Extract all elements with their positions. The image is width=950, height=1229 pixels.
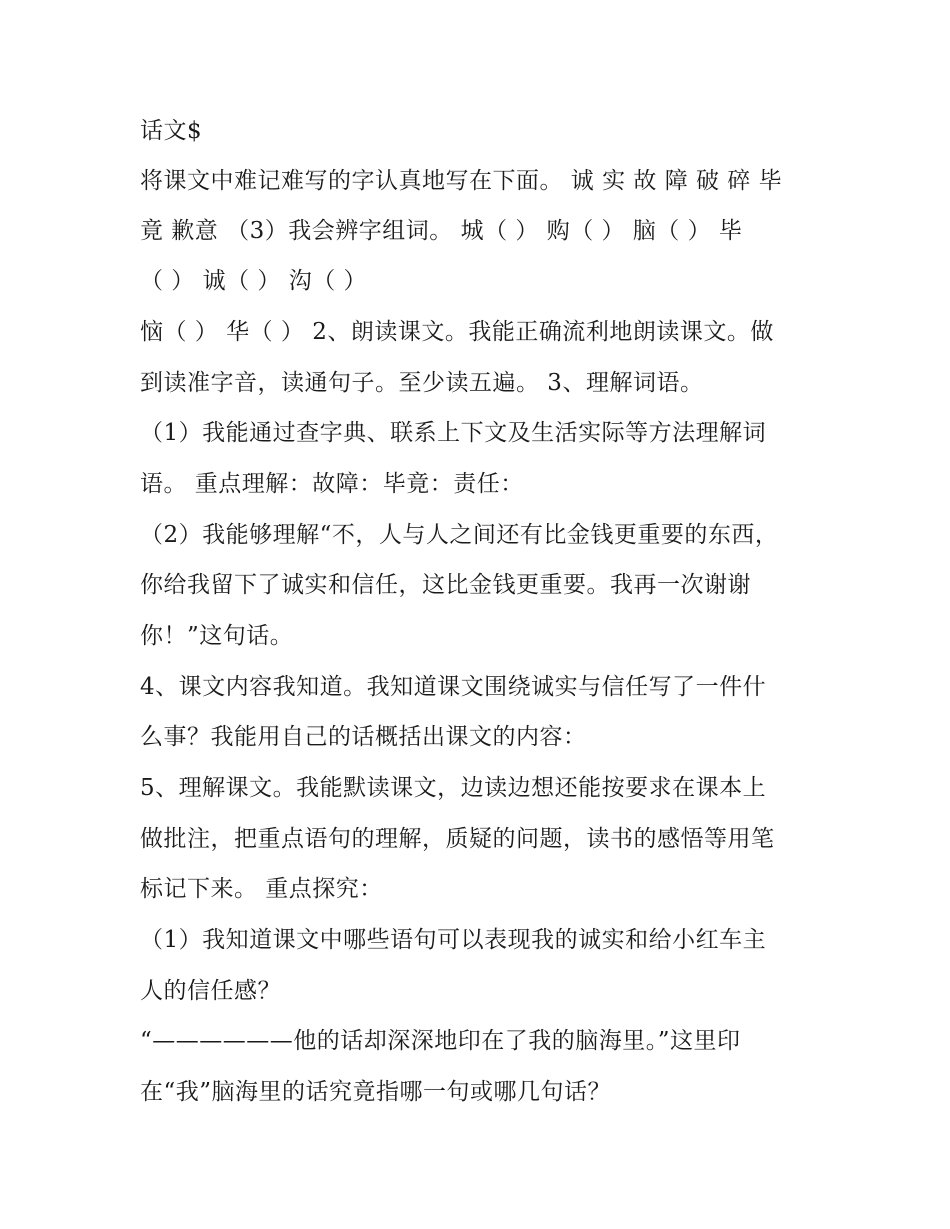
text-line: 人的信任感？	[140, 978, 281, 1004]
text-line: 4、课文内容我知道。我知道课文围绕诚实与信任写了一件什	[140, 674, 767, 700]
text-line: 到读准字音，读通句子。至少读五遍。 3、理解词语。	[140, 370, 704, 396]
text-line: （1）我能通过查字典、联系上下文及生活实际等方法理解词	[140, 420, 767, 446]
text-line: 在“我”脑海里的话究竟指哪一句或哪几句话？	[140, 1079, 612, 1105]
text-line: 竟 歉意 （3）我会辨字组词。 城（ ） 购（ ） 脑（ ） 毕	[140, 218, 743, 244]
text-line: 你！”这句话。	[140, 623, 294, 649]
text-line: 标记下来。 重点探究：	[140, 876, 383, 902]
text-line: 将课文中难记难写的字认真地写在下面。 诚 实 故 障 破 碎 毕	[140, 168, 783, 194]
text-line: 么事？我能用自己的话概括出课文的内容：	[140, 724, 587, 750]
text-line: （2）我能够理解“不，人与人之间还有比金钱更重要的东西，	[140, 522, 779, 548]
text-line: 恼（ ） 华（ ） 2、朗读课文。我能正确流利地朗读课文。做	[140, 319, 774, 345]
text-line: “——————他的话却深深地印在了我的脑海里。”这里印	[140, 1028, 741, 1054]
text-line: 话文$	[140, 118, 203, 144]
text-line: （ ） 诚（ ） 沟（ ）	[140, 268, 368, 294]
text-line: （1）我知道课文中哪些语句可以表现我的诚实和给小红车主	[140, 927, 767, 953]
text-line: 做批注，把重点语句的理解，质疑的问题，读书的感悟等用笔	[140, 826, 775, 852]
text-line: 你给我留下了诚实和信任，这比金钱更重要。我再一次谢谢	[140, 572, 751, 598]
text-line: 5、理解课文。我能默读课文，边读边想还能按要求在课本上	[140, 775, 767, 801]
text-line: 语。 重点理解：故障：毕竟：责任：	[140, 471, 524, 497]
